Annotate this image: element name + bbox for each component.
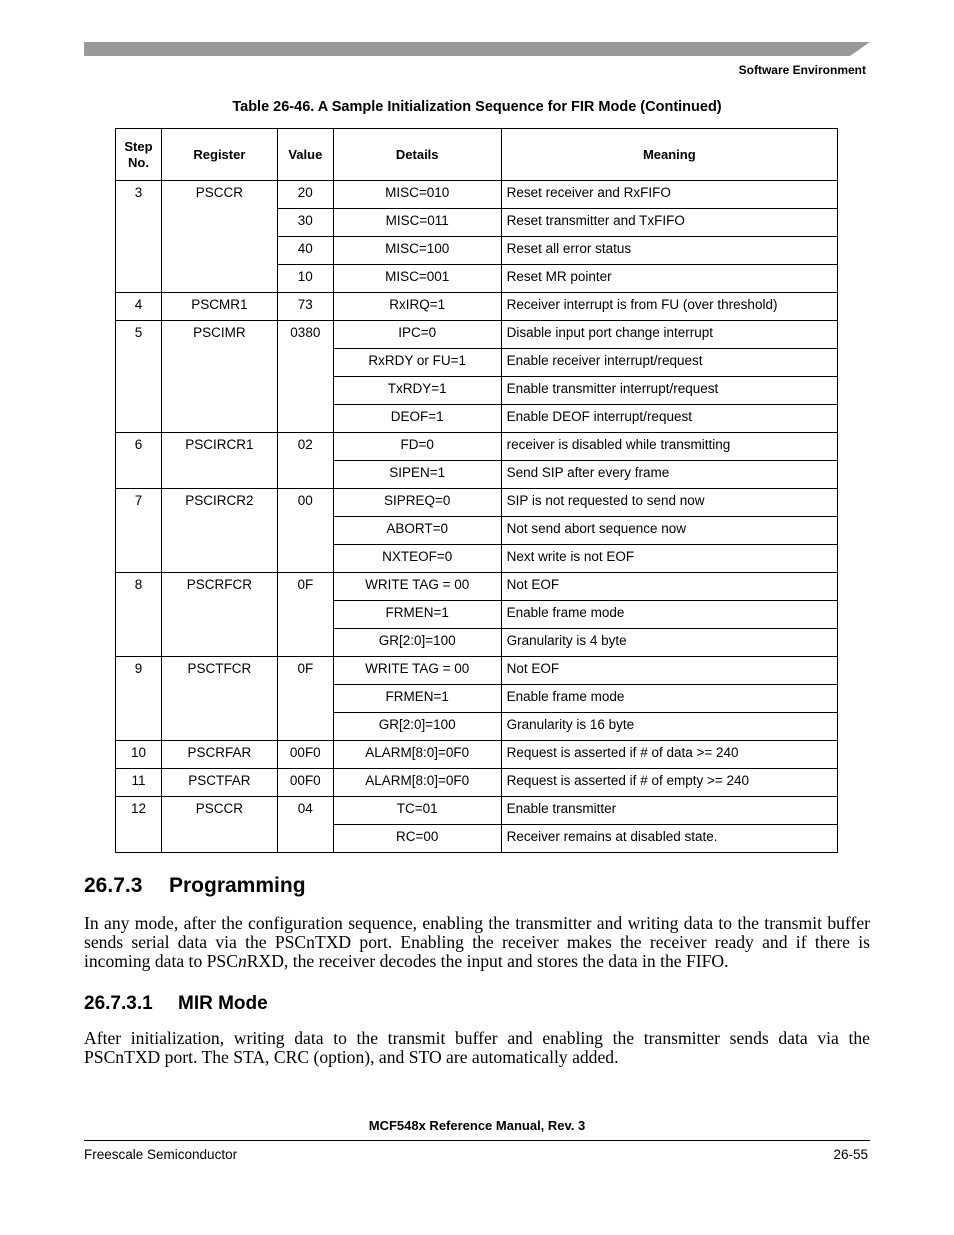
cell-register: PSCTFAR <box>161 769 277 797</box>
cell-meaning: Reset receiver and RxFIFO <box>501 181 837 209</box>
cell-meaning: SIP is not requested to send now <box>501 489 837 517</box>
cell-register: PSCCR <box>161 181 277 293</box>
cell-meaning: Enable frame mode <box>501 685 837 713</box>
section-number: 26.7.3 <box>84 874 143 897</box>
cell-details: SIPEN=1 <box>333 461 501 489</box>
table-caption: Table 26-46. A Sample Initialization Sequence for FIR Mode (Continued) <box>232 99 722 115</box>
cell-value: 0F <box>277 657 333 741</box>
table-row <box>116 181 838 209</box>
header-details: Details <box>333 129 501 181</box>
footer-page-number: 26-55 <box>833 1147 868 1162</box>
footer-company: Freescale Semiconductor <box>84 1147 238 1162</box>
cell-meaning: Send SIP after every frame <box>501 461 837 489</box>
cell-value: 0380 <box>277 321 333 433</box>
cell-step: 8 <box>116 573 162 657</box>
cell-meaning: Reset transmitter and TxFIFO <box>501 209 837 237</box>
table-row <box>116 741 838 769</box>
cell-details: ALARM[8:0]=0F0 <box>333 769 501 797</box>
cell-step: 12 <box>116 797 162 853</box>
cell-details: FRMEN=1 <box>333 685 501 713</box>
footer-manual-title: MCF548x Reference Manual, Rev. 3 <box>368 1118 586 1133</box>
cell-meaning: Reset MR pointer <box>501 265 837 293</box>
cell-step: 9 <box>116 657 162 741</box>
section-paragraph <box>84 914 870 971</box>
cell-step: 4 <box>116 293 162 321</box>
subsection-paragraph: After initialization, writing data to the transmit buffer and enabling the transmitter sends data via the PSCnTXD port. The STA, CRC (option), and STO are automatically added. <box>84 1028 870 1067</box>
subsection-title: MIR Mode <box>178 993 268 1014</box>
cell-value: 10 <box>277 265 333 293</box>
fir-init-table <box>115 128 838 853</box>
table-row <box>116 321 838 349</box>
cell-meaning: receiver is disabled while transmitting <box>501 433 837 461</box>
cell-details: FD=0 <box>333 433 501 461</box>
cell-value: 40 <box>277 237 333 265</box>
cell-meaning: Granularity is 4 byte <box>501 629 837 657</box>
table-row <box>116 769 838 797</box>
header-banner <box>84 42 870 56</box>
cell-details: FRMEN=1 <box>333 601 501 629</box>
subsection-number: 26.7.3.1 <box>84 993 153 1014</box>
cell-details: IPC=0 <box>333 321 501 349</box>
cell-value: 0F <box>277 573 333 657</box>
cell-meaning: Enable frame mode <box>501 601 837 629</box>
cell-details: SIPREQ=0 <box>333 489 501 517</box>
header-meaning: Meaning <box>501 129 837 181</box>
paragraph-text-part1: In any mode, after the configuration sequence, enabling the transmitter and writing data to the transmit buffer sends serial data via the PSCnTXD port. Enabling the receiver makes the receiver ready and if there is incoming data to PSC <box>84 913 870 971</box>
cell-details: TxRDY=1 <box>333 377 501 405</box>
cell-register: PSCRFAR <box>161 741 277 769</box>
cell-meaning: Granularity is 16 byte <box>501 713 837 741</box>
cell-value: 04 <box>277 797 333 853</box>
cell-meaning: Not EOF <box>501 657 837 685</box>
section-heading <box>84 874 306 898</box>
cell-meaning: Receiver interrupt is from FU (over threshold) <box>501 293 837 321</box>
cell-register: PSCIRCR1 <box>161 433 277 489</box>
footer-divider <box>84 1140 870 1141</box>
section-title: Programming <box>169 874 306 897</box>
cell-details: DEOF=1 <box>333 405 501 433</box>
table-row <box>116 293 838 321</box>
cell-value: 20 <box>277 181 333 209</box>
cell-details: WRITE TAG = 00 <box>333 573 501 601</box>
cell-details: GR[2:0]=100 <box>333 713 501 741</box>
cell-register: PSCIRCR2 <box>161 489 277 573</box>
cell-meaning: Reset all error status <box>501 237 837 265</box>
cell-step: 7 <box>116 489 162 573</box>
cell-step: 5 <box>116 321 162 433</box>
cell-meaning: Enable transmitter interrupt/request <box>501 377 837 405</box>
header-register: Register <box>161 129 277 181</box>
cell-details: MISC=011 <box>333 209 501 237</box>
cell-meaning: Not send abort sequence now <box>501 517 837 545</box>
cell-details: ALARM[8:0]=0F0 <box>333 741 501 769</box>
cell-value: 30 <box>277 209 333 237</box>
table-header-row <box>116 129 838 181</box>
cell-register: PSCCR <box>161 797 277 853</box>
table-row <box>116 657 838 685</box>
table-row <box>116 797 838 825</box>
cell-details: ABORT=0 <box>333 517 501 545</box>
cell-meaning: Enable receiver interrupt/request <box>501 349 837 377</box>
cell-meaning: Enable transmitter <box>501 797 837 825</box>
cell-details: MISC=001 <box>333 265 501 293</box>
cell-details: MISC=010 <box>333 181 501 209</box>
cell-details: RxRDY or FU=1 <box>333 349 501 377</box>
cell-meaning: Disable input port change interrupt <box>501 321 837 349</box>
cell-details: RxIRQ=1 <box>333 293 501 321</box>
cell-meaning: Request is asserted if # of empty >= 240 <box>501 769 837 797</box>
cell-meaning: Receiver remains at disabled state. <box>501 825 837 853</box>
cell-value: 00F0 <box>277 769 333 797</box>
table-row <box>116 489 838 517</box>
cell-details: NXTEOF=0 <box>333 545 501 573</box>
table-row <box>116 573 838 601</box>
header-step: Step No. <box>116 129 162 181</box>
header-value: Value <box>277 129 333 181</box>
cell-details: MISC=100 <box>333 237 501 265</box>
cell-details: WRITE TAG = 00 <box>333 657 501 685</box>
cell-step: 6 <box>116 433 162 489</box>
cell-value: 02 <box>277 433 333 489</box>
cell-register: PSCMR1 <box>161 293 277 321</box>
cell-register: PSCRFCR <box>161 573 277 657</box>
running-header-section: Software Environment <box>738 63 866 77</box>
cell-meaning: Not EOF <box>501 573 837 601</box>
cell-value: 73 <box>277 293 333 321</box>
paragraph-italic-n: n <box>237 951 247 971</box>
cell-details: GR[2:0]=100 <box>333 629 501 657</box>
paragraph-text-part2: RXD, the receiver decodes the input and stores the data in the FIFO. <box>246 951 729 971</box>
cell-register: PSCIMR <box>161 321 277 433</box>
cell-value: 00 <box>277 489 333 573</box>
subsection-heading <box>84 993 268 1015</box>
cell-meaning: Request is asserted if # of data >= 240 <box>501 741 837 769</box>
table-row <box>116 433 838 461</box>
cell-register: PSCTFCR <box>161 657 277 741</box>
cell-value: 00F0 <box>277 741 333 769</box>
cell-meaning: Enable DEOF interrupt/request <box>501 405 837 433</box>
cell-details: RC=00 <box>333 825 501 853</box>
cell-step: 3 <box>116 181 162 293</box>
cell-details: TC=01 <box>333 797 501 825</box>
cell-step: 10 <box>116 741 162 769</box>
cell-step: 11 <box>116 769 162 797</box>
cell-meaning: Next write is not EOF <box>501 545 837 573</box>
